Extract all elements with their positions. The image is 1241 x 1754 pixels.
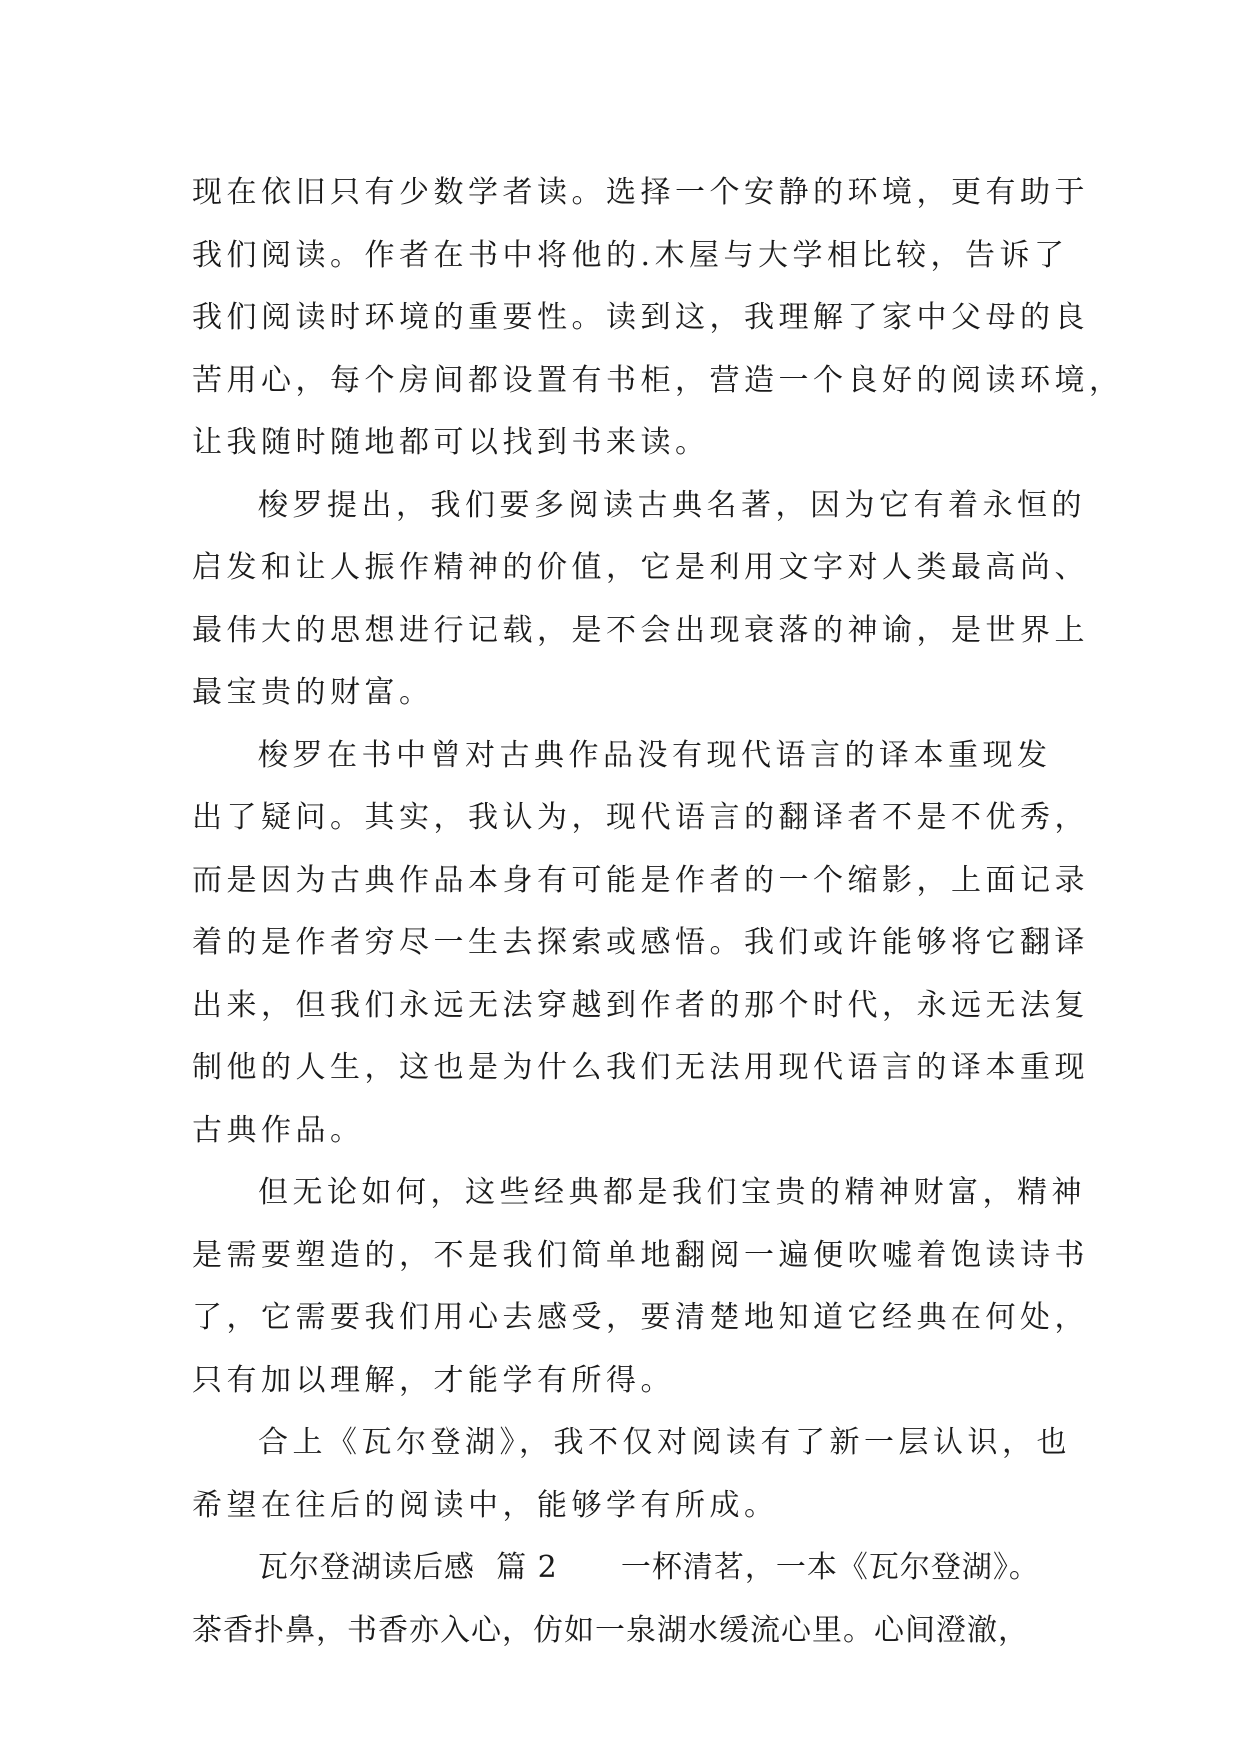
text-line: 最伟大的思想进行记载，是不会出现衰落的神谕，是世界上 — [192, 612, 1089, 648]
paragraph-first-line: 梭罗在书中曾对古典作品没有现代语言的译本重现发 — [258, 737, 1052, 773]
text-line: 着的是作者穷尽一生去探索或感悟。我们或许能够将它翻译 — [192, 925, 1089, 960]
text-line: 出了疑问。其实，我认为，现代语言的翻译者不是不优秀， — [192, 800, 1089, 835]
paragraph-first-line: 梭罗提出，我们要多阅读古典名著，因为它有着永恒的 — [258, 487, 1086, 523]
text-line: 启发和让人振作精神的价值，它是利用文字对人类最高尚、 — [192, 550, 1089, 585]
text-line: 古典作品。 — [192, 1112, 365, 1148]
section-heading-line: 瓦尔登湖读后感 篇 2 一杯清茗，一本《瓦尔登湖》。 — [258, 1550, 1040, 1585]
text-line: 了，它需要我们用心去感受，要清楚地知道它经典在何处， — [192, 1300, 1089, 1335]
paragraph-first-line: 但无论如何，这些经典都是我们宝贵的精神财富，精神 — [258, 1175, 1086, 1210]
text-line: 制他的人生，这也是为什么我们无法用现代语言的译本重现 — [192, 1050, 1089, 1085]
text-line: 最宝贵的财富。 — [192, 675, 434, 710]
text-line: 我们阅读。作者在书中将他的.木屋与大学相比较，告诉了 — [192, 237, 1069, 273]
body-text — [192, 162, 1124, 1662]
text-line: 让我随时随地都可以找到书来读。 — [192, 425, 710, 460]
text-line: 只有加以理解，才能学有所得。 — [192, 1362, 675, 1398]
paragraph-first-line: 合上《瓦尔登湖》，我不仅对阅读有了新一层认识，也 — [258, 1425, 1071, 1460]
text-line: 茶香扑鼻，书香亦入心，仿如一泉湖水缓流心里。心间澄澈， — [192, 1612, 1029, 1648]
text-line: 希望在往后的阅读中，能够学有所成。 — [192, 1487, 779, 1523]
text-line: 我们阅读时环境的重要性。读到这，我理解了家中父母的良 — [192, 300, 1089, 335]
text-line: 出来，但我们永远无法穿越到作者的那个时代，永远无法复 — [192, 987, 1089, 1023]
text-line: 是需要塑造的，不是我们简单地翻阅一遍便吹嘘着饱读诗书 — [192, 1237, 1089, 1273]
text-line: 而是因为古典作品本身有可能是作者的一个缩影，上面记录 — [192, 862, 1089, 898]
text-line: 现在依旧只有少数学者读。选择一个安静的环境，更有助于 — [192, 175, 1089, 210]
text-line: 苦用心，每个房间都设置有书柜，营造一个良好的阅读环境， — [192, 362, 1124, 398]
